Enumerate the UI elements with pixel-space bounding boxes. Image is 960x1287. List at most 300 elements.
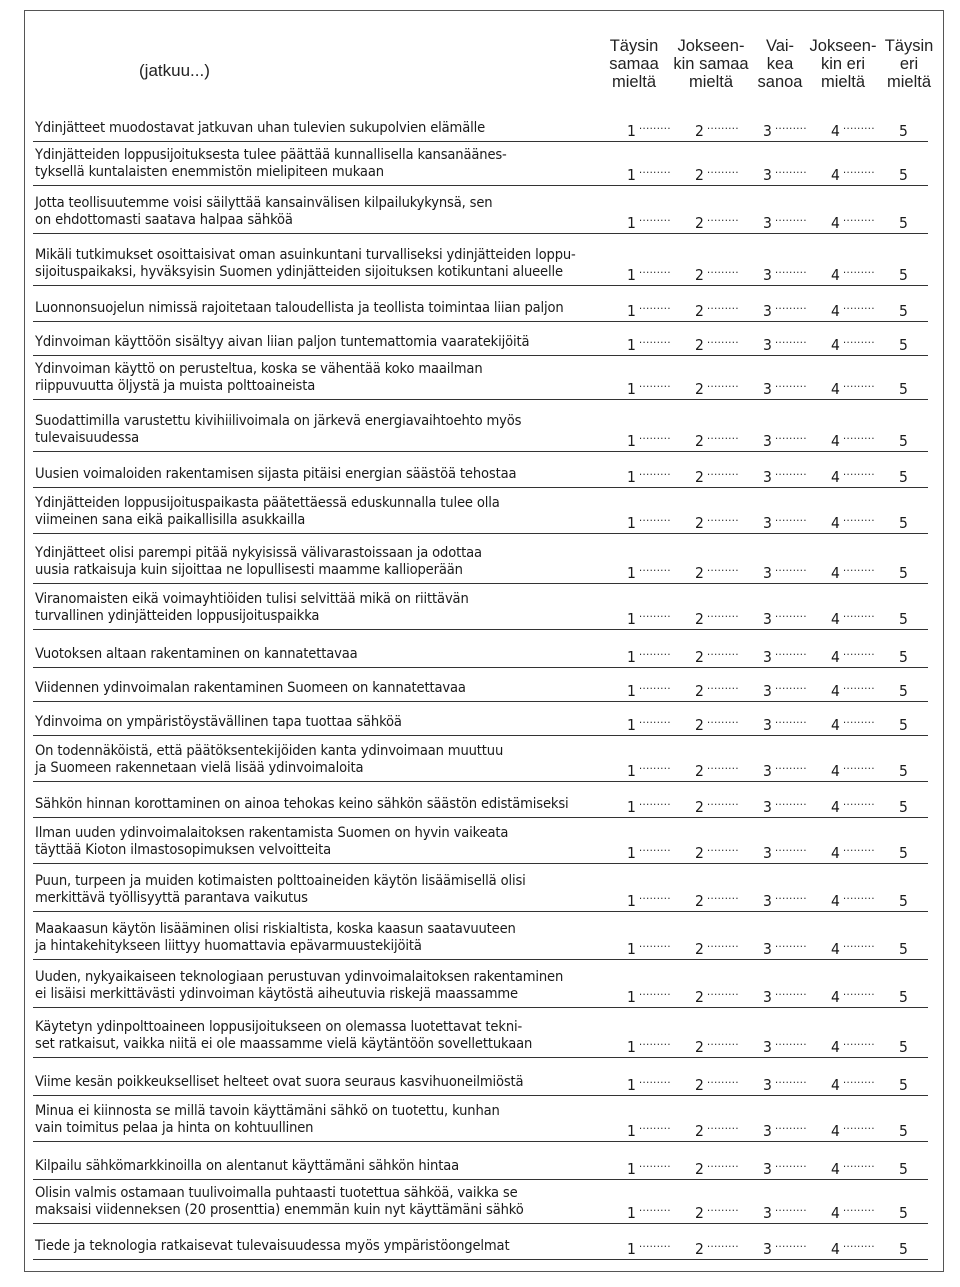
column-header-somewhat-disagree: Jokseen- kin eri mieltä [809,37,877,91]
dot-leader: ......... [639,937,671,950]
rating-option-3[interactable]: 3 [763,166,772,184]
dot-leader: ......... [639,679,671,692]
dot-leader: ......... [639,889,671,902]
dot-leader: ......... [639,1035,671,1048]
rating-option-1[interactable]: 1 [627,1038,636,1056]
statement-text: Ydinvoima on ympäristöystävällinen tapa tuottaa sähköä [35,713,402,730]
statement-text: Tiede ja teknologia ratkaisevat tulevaisuudessa myös ympäristöongelmat [35,1237,510,1254]
rating-scale [627,1116,927,1140]
dot-leader: ......... [707,679,739,692]
rating-option-3[interactable]: 3 [763,564,772,582]
rating-option-3[interactable]: 3 [763,716,772,734]
dot-leader: ......... [707,119,739,132]
rating-option-2[interactable]: 2 [695,336,704,354]
rating-option-4[interactable]: 4 [831,1076,840,1094]
dot-leader: ......... [639,163,671,176]
rating-option-1[interactable]: 1 [627,648,636,666]
dot-leader: ......... [775,841,807,854]
rating-option-1[interactable]: 1 [627,610,636,628]
dot-leader: ......... [843,759,875,772]
statement-row [33,1224,928,1260]
dot-leader: ......... [639,465,671,478]
rating-option-2[interactable]: 2 [695,1076,704,1094]
dot-leader: ......... [707,889,739,902]
rating-option-4[interactable]: 4 [831,988,840,1006]
rating-option-5[interactable]: 5 [899,432,908,450]
rating-scale [627,1070,927,1094]
statement-text: Ydinvoiman käyttö on perusteltua, koska se vähentää koko maailman riippuvuutta öljystä ja muista polttoaineista [35,360,483,394]
statement-text: Ydinjätteet muodostavat jatkuvan uhan tulevien sukupolvien elämälle [35,119,486,136]
dot-leader: ......... [843,937,875,950]
dot-leader: ......... [707,299,739,312]
rating-option-1[interactable]: 1 [627,266,636,284]
rating-option-5[interactable]: 5 [899,214,908,232]
dot-leader: ......... [843,211,875,224]
statement-row [33,1058,928,1096]
dot-leader: ......... [843,889,875,902]
rating-option-3[interactable]: 3 [763,1160,772,1178]
rating-option-3[interactable]: 3 [763,336,772,354]
dot-leader: ......... [775,795,807,808]
rating-option-5[interactable]: 5 [899,1204,908,1222]
statement-row [33,1142,928,1180]
dot-leader: ......... [843,1073,875,1086]
dot-leader: ......... [775,1073,807,1086]
rating-scale [627,792,927,816]
dot-leader: ......... [707,1237,739,1250]
dot-leader: ......... [843,985,875,998]
rating-option-2[interactable]: 2 [695,166,704,184]
rating-option-2[interactable]: 2 [695,122,704,140]
dot-leader: ......... [707,511,739,524]
dot-leader: ......... [707,1119,739,1132]
rating-option-2[interactable]: 2 [695,214,704,232]
rating-option-4[interactable]: 4 [831,610,840,628]
rating-option-2[interactable]: 2 [695,266,704,284]
rating-option-3[interactable]: 3 [763,1122,772,1140]
rating-option-4[interactable]: 4 [831,122,840,140]
rating-option-5[interactable]: 5 [899,336,908,354]
rating-option-3[interactable]: 3 [763,214,772,232]
questionnaire-header [25,11,943,106]
dot-leader: ......... [707,795,739,808]
rating-option-4[interactable]: 4 [831,648,840,666]
statement-row [33,234,928,286]
dot-leader: ......... [639,333,671,346]
dot-leader: ......... [639,645,671,658]
statement-text: Ydinjätteiden loppusijoituksesta tulee päättää kunnallisella kansanäänes- tyksellä kuntalaisten enemmistön mielipiteen mukaan [35,146,507,180]
dot-leader: ......... [639,1157,671,1170]
rating-scale [627,296,927,320]
rating-option-1[interactable]: 1 [627,1076,636,1094]
rating-scale [627,208,927,232]
statement-text: Viranomaisten eikä voimayhtiöiden tulisi selvittää mikä on riittävän turvallinen ydinjätteiden loppusijoituspaikka [35,590,469,624]
dot-leader: ......... [775,263,807,276]
dot-leader: ......... [639,759,671,772]
rating-option-2[interactable]: 2 [695,380,704,398]
statement-text: Jotta teollisuutemme voisi säilyttää kansainvälisen kilpailukykynsä, sen on ehdottomasti saatava halpaa sähköä [35,194,493,228]
statement-row [33,960,928,1008]
rating-option-2[interactable]: 2 [695,1122,704,1140]
rating-option-5[interactable]: 5 [899,1240,908,1258]
dot-leader: ......... [707,561,739,574]
rating-option-1[interactable]: 1 [627,844,636,862]
dot-leader: ......... [707,713,739,726]
dot-leader: ......... [775,985,807,998]
statement-row [33,1180,928,1224]
column-header-somewhat-agree: Jokseen- kin samaa mieltä [673,37,749,91]
rating-option-3[interactable]: 3 [763,468,772,486]
rating-option-4[interactable]: 4 [831,336,840,354]
rating-option-1[interactable]: 1 [627,514,636,532]
statement-row [33,452,928,488]
rating-option-1[interactable]: 1 [627,380,636,398]
rating-option-4[interactable]: 4 [831,1204,840,1222]
rating-scale [627,982,927,1006]
rating-option-1[interactable]: 1 [627,214,636,232]
dot-leader: ......... [843,679,875,692]
rating-option-3[interactable]: 3 [763,122,772,140]
rating-option-1[interactable]: 1 [627,988,636,1006]
rating-option-2[interactable]: 2 [695,716,704,734]
rating-option-3[interactable]: 3 [763,940,772,958]
rating-option-5[interactable]: 5 [899,988,908,1006]
rating-scale [627,756,927,780]
rating-option-1[interactable]: 1 [627,1204,636,1222]
rating-option-1[interactable]: 1 [627,166,636,184]
rating-option-2[interactable]: 2 [695,988,704,1006]
dot-leader: ......... [843,1157,875,1170]
dot-leader: ......... [843,645,875,658]
statement-text: Uusien voimaloiden rakentamisen sijasta pitäisi energian säästöä tehostaa [35,465,517,482]
statement-row [33,286,928,322]
statement-text: Luonnonsuojelun nimissä rajoitetaan taloudellista ja teollista toimintaa liian paljon [35,299,564,316]
dot-leader: ......... [639,1201,671,1214]
rating-option-4[interactable]: 4 [831,1122,840,1140]
rating-option-4[interactable]: 4 [831,380,840,398]
statement-text: Kilpailu sähkömarkkinoilla on alentanut käyttämäni sähkön hintaa [35,1157,459,1174]
dot-leader: ......... [843,795,875,808]
rating-option-1[interactable]: 1 [627,1240,636,1258]
rating-option-5[interactable]: 5 [899,380,908,398]
rating-option-5[interactable]: 5 [899,798,908,816]
rating-option-2[interactable]: 2 [695,468,704,486]
statement-text: Ydinvoiman käyttöön sisältyy aivan liian paljon tuntemattomia vaaratekijöitä [35,333,530,350]
dot-leader: ......... [707,985,739,998]
rating-option-1[interactable]: 1 [627,798,636,816]
dot-leader: ......... [843,119,875,132]
rating-scale [627,1198,927,1222]
rating-option-3[interactable]: 3 [763,988,772,1006]
rating-scale [627,710,927,734]
statement-row [33,356,928,400]
statement-row [33,736,928,782]
rating-option-2[interactable]: 2 [695,432,704,450]
questionnaire-page [24,10,944,1272]
rating-option-4[interactable]: 4 [831,214,840,232]
rating-option-5[interactable]: 5 [899,302,908,320]
rating-option-4[interactable]: 4 [831,302,840,320]
rating-option-3[interactable]: 3 [763,1240,772,1258]
statement-text: Vuotoksen altaan rakentaminen on kannatettavaa [35,645,358,662]
statement-row [33,106,928,142]
statement-row [33,584,928,630]
dot-leader: ......... [639,263,671,276]
rating-option-4[interactable]: 4 [831,166,840,184]
dot-leader: ......... [707,1201,739,1214]
rating-option-2[interactable]: 2 [695,682,704,700]
dot-leader: ......... [707,759,739,772]
dot-leader: ......... [707,937,739,950]
dot-leader: ......... [775,607,807,620]
dot-leader: ......... [775,889,807,902]
rating-option-5[interactable]: 5 [899,564,908,582]
rating-option-2[interactable]: 2 [695,648,704,666]
rating-scale [627,1234,927,1258]
rating-option-3[interactable]: 3 [763,1076,772,1094]
statement-text: Ydinjätteiden loppusijoituspaikasta päätettäessä eduskunnalla tulee olla viimeinen sana eikä paikallisilla asukkailla [35,494,500,528]
rating-scale [627,374,927,398]
rating-option-2[interactable]: 2 [695,1038,704,1056]
rating-option-1[interactable]: 1 [627,336,636,354]
dot-leader: ......... [843,465,875,478]
rating-option-2[interactable]: 2 [695,798,704,816]
statement-row [33,1096,928,1142]
dot-leader: ......... [843,511,875,524]
dot-leader: ......... [639,607,671,620]
rating-option-1[interactable]: 1 [627,302,636,320]
rating-option-1[interactable]: 1 [627,1160,636,1178]
rating-scale [627,160,927,184]
dot-leader: ......... [775,511,807,524]
rating-scale [627,462,927,486]
rating-option-1[interactable]: 1 [627,892,636,910]
rating-option-1[interactable]: 1 [627,432,636,450]
dot-leader: ......... [775,299,807,312]
dot-leader: ......... [639,1119,671,1132]
rating-option-3[interactable]: 3 [763,1204,772,1222]
statement-text: Suodattimilla varustettu kivihiilivoimala on järkevä energiavaihtoehto myös tulevaisuudessa [35,412,522,446]
rating-scale [627,886,927,910]
rating-scale [627,934,927,958]
rating-option-1[interactable]: 1 [627,468,636,486]
rating-scale [627,558,927,582]
rating-option-3[interactable]: 3 [763,762,772,780]
continued-label: (jatkuu...) [139,61,210,80]
rating-option-3[interactable]: 3 [763,514,772,532]
dot-leader: ......... [639,377,671,390]
statement-row [33,782,928,818]
dot-leader: ......... [775,1035,807,1048]
statement-row [33,668,928,702]
statement-text: Ydinjätteet olisi parempi pitää nykyisissä välivarastoissaan ja odottaa uusia ratkaisuja kuin sijoittaa ne lopullisesti maamme kallioperään [35,544,482,578]
rating-option-1[interactable]: 1 [627,564,636,582]
rating-option-3[interactable]: 3 [763,380,772,398]
rating-option-1[interactable]: 1 [627,762,636,780]
dot-leader: ......... [639,713,671,726]
dot-leader: ......... [707,263,739,276]
dot-leader: ......... [775,465,807,478]
rating-option-3[interactable]: 3 [763,648,772,666]
dot-leader: ......... [843,163,875,176]
rating-option-3[interactable]: 3 [763,682,772,700]
rating-option-5[interactable]: 5 [899,610,908,628]
rating-option-5[interactable]: 5 [899,648,908,666]
statement-text: On todennäköistä, että päätöksentekijöiden kanta ydinvoimaan muuttuu ja Suomeen rakennetaan vielä lisää ydinvoimaloita [35,742,504,776]
dot-leader: ......... [639,429,671,442]
dot-leader: ......... [639,1237,671,1250]
rating-option-4[interactable]: 4 [831,564,840,582]
rating-scale [627,116,927,140]
rating-option-3[interactable]: 3 [763,798,772,816]
dot-leader: ......... [707,333,739,346]
dot-leader: ......... [843,429,875,442]
statement-text: Mikäli tutkimukset osoittaisivat oman asuinkuntani turvalliseksi ydinjätteiden loppu- sijoituspaikaksi, hyväksyisin Suomen ydinjätteiden sijoituksen kotikuntani alueelle [35,246,576,280]
statement-row [33,534,928,584]
rating-option-4[interactable]: 4 [831,514,840,532]
rating-scale [627,508,927,532]
rating-option-4[interactable]: 4 [831,468,840,486]
rating-scale [627,260,927,284]
rating-option-5[interactable]: 5 [899,266,908,284]
rating-option-4[interactable]: 4 [831,682,840,700]
rating-option-5[interactable]: 5 [899,166,908,184]
dot-leader: ......... [843,713,875,726]
rating-option-1[interactable]: 1 [627,1122,636,1140]
rating-scale [627,1032,927,1056]
rating-option-4[interactable]: 4 [831,1240,840,1258]
dot-leader: ......... [639,841,671,854]
rating-option-5[interactable]: 5 [899,1160,908,1178]
rating-option-4[interactable]: 4 [831,716,840,734]
dot-leader: ......... [639,299,671,312]
statement-row [33,488,928,534]
rating-option-5[interactable]: 5 [899,682,908,700]
rating-option-4[interactable]: 4 [831,1160,840,1178]
dot-leader: ......... [639,985,671,998]
rating-option-2[interactable]: 2 [695,514,704,532]
dot-leader: ......... [707,1073,739,1086]
rating-option-2[interactable]: 2 [695,844,704,862]
dot-leader: ......... [775,937,807,950]
rating-option-4[interactable]: 4 [831,798,840,816]
rating-scale [627,604,927,628]
rating-option-5[interactable]: 5 [899,468,908,486]
rating-option-4[interactable]: 4 [831,844,840,862]
rating-option-4[interactable]: 4 [831,762,840,780]
dot-leader: ......... [639,211,671,224]
statement-row [33,1008,928,1058]
rating-option-4[interactable]: 4 [831,266,840,284]
dot-leader: ......... [707,607,739,620]
dot-leader: ......... [775,679,807,692]
rating-option-4[interactable]: 4 [831,892,840,910]
statement-text: Viidennen ydinvoimalan rakentaminen Suomeen on kannatettavaa [35,679,466,696]
dot-leader: ......... [775,1157,807,1170]
statement-row [33,818,928,864]
dot-leader: ......... [775,1119,807,1132]
rating-option-2[interactable]: 2 [695,1204,704,1222]
dot-leader: ......... [775,377,807,390]
dot-leader: ......... [843,1035,875,1048]
statement-row [33,142,928,186]
dot-leader: ......... [639,795,671,808]
dot-leader: ......... [707,645,739,658]
dot-leader: ......... [639,511,671,524]
dot-leader: ......... [639,561,671,574]
rating-option-2[interactable]: 2 [695,892,704,910]
rating-option-2[interactable]: 2 [695,302,704,320]
rating-option-5[interactable]: 5 [899,514,908,532]
rating-option-3[interactable]: 3 [763,610,772,628]
dot-leader: ......... [707,163,739,176]
rating-option-4[interactable]: 4 [831,940,840,958]
rating-scale [627,1154,927,1178]
rating-option-2[interactable]: 2 [695,564,704,582]
statement-text: Sähkön hinnan korottaminen on ainoa tehokas keino sähkön säästön edistämiseksi [35,795,569,812]
rating-option-3[interactable]: 3 [763,892,772,910]
rating-option-3[interactable]: 3 [763,432,772,450]
dot-leader: ......... [707,465,739,478]
statement-row [33,630,928,668]
rating-option-3[interactable]: 3 [763,266,772,284]
rating-option-1[interactable]: 1 [627,122,636,140]
rating-option-5[interactable]: 5 [899,716,908,734]
statement-text: Olisin valmis ostamaan tuulivoimalla puhtaasti tuotettua sähköä, vaikka se maksaisi viidenneksen (20 prosenttia) enemmän kuin nyt käyttämäni sähkö [35,1184,524,1218]
dot-leader: ......... [775,211,807,224]
rating-scale [627,426,927,450]
statement-row [33,186,928,234]
rating-option-1[interactable]: 1 [627,716,636,734]
rating-scale [627,676,927,700]
dot-leader: ......... [775,713,807,726]
rating-scale [627,642,927,666]
rating-option-1[interactable]: 1 [627,940,636,958]
rating-option-3[interactable]: 3 [763,302,772,320]
column-header-fully-agree: Täysin samaa mieltä [609,37,659,91]
dot-leader: ......... [775,561,807,574]
rating-option-2[interactable]: 2 [695,940,704,958]
statement-list [33,106,928,1260]
rating-option-5[interactable]: 5 [899,940,908,958]
rating-option-5[interactable]: 5 [899,1122,908,1140]
rating-option-2[interactable]: 2 [695,762,704,780]
dot-leader: ......... [707,377,739,390]
dot-leader: ......... [775,333,807,346]
rating-option-5[interactable]: 5 [899,762,908,780]
rating-option-2[interactable]: 2 [695,1240,704,1258]
rating-option-5[interactable]: 5 [899,844,908,862]
rating-option-4[interactable]: 4 [831,1038,840,1056]
rating-scale [627,838,927,862]
rating-option-2[interactable]: 2 [695,610,704,628]
rating-scale [627,330,927,354]
rating-option-3[interactable]: 3 [763,844,772,862]
dot-leader: ......... [775,1201,807,1214]
dot-leader: ......... [707,841,739,854]
dot-leader: ......... [707,1035,739,1048]
dot-leader: ......... [707,429,739,442]
dot-leader: ......... [843,561,875,574]
rating-option-4[interactable]: 4 [831,432,840,450]
rating-option-5[interactable]: 5 [899,1038,908,1056]
rating-option-2[interactable]: 2 [695,1160,704,1178]
rating-option-5[interactable]: 5 [899,892,908,910]
rating-option-5[interactable]: 5 [899,122,908,140]
rating-option-1[interactable]: 1 [627,682,636,700]
rating-option-5[interactable]: 5 [899,1076,908,1094]
rating-option-3[interactable]: 3 [763,1038,772,1056]
